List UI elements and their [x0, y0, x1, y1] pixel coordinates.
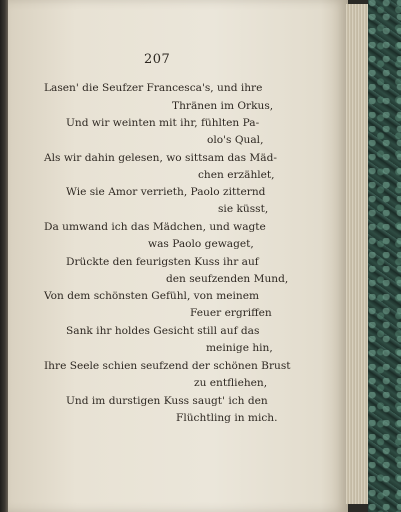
- page-number: 207: [144, 52, 171, 67]
- poem-line: zu entfliehen,: [194, 377, 268, 389]
- poem-line: Ihre Seele schien seufzend der schönen Brust: [44, 360, 291, 372]
- poem-line: olo's Qual,: [207, 134, 264, 146]
- marbled-cover: [368, 0, 401, 512]
- poem-line: Flüchtling in mich.: [176, 412, 278, 424]
- poem-line: meinige hin,: [206, 342, 273, 354]
- poem-line: was Paolo gewaget,: [148, 238, 254, 250]
- poem-line: Von dem schönsten Gefühl, von meinem: [44, 290, 260, 302]
- poem-line: Und im durstigen Kuss saugt' ich den: [66, 395, 268, 407]
- poem-line: Sank ihr holdes Gesicht still auf das: [66, 325, 260, 337]
- poem-line: Thränen im Orkus,: [172, 100, 274, 112]
- poem-line: chen erzählet,: [198, 169, 275, 181]
- poem-line: Wie sie Amor verrieth, Paolo zitternd: [66, 186, 266, 198]
- book-binding-left: [0, 0, 8, 512]
- poem-line: Da umwand ich das Mädchen, und wagte: [44, 221, 266, 233]
- poem-line: Drückte den feurigsten Kuss ihr auf: [66, 256, 259, 268]
- poem-line: Lasen' die Seufzer Francesca's, und ihre: [44, 82, 263, 94]
- poem-line: Feuer ergriffen: [190, 307, 272, 319]
- poem-line: Und wir weinten mit ihr, fühlten Pa-: [66, 117, 260, 129]
- poem-line: Als wir dahin gelesen, wo sittsam das Mäd-: [44, 152, 277, 164]
- poem-line: sie küsst,: [218, 203, 269, 215]
- page-edges: [346, 4, 369, 504]
- poem-line: den seufzenden Mund,: [166, 273, 289, 285]
